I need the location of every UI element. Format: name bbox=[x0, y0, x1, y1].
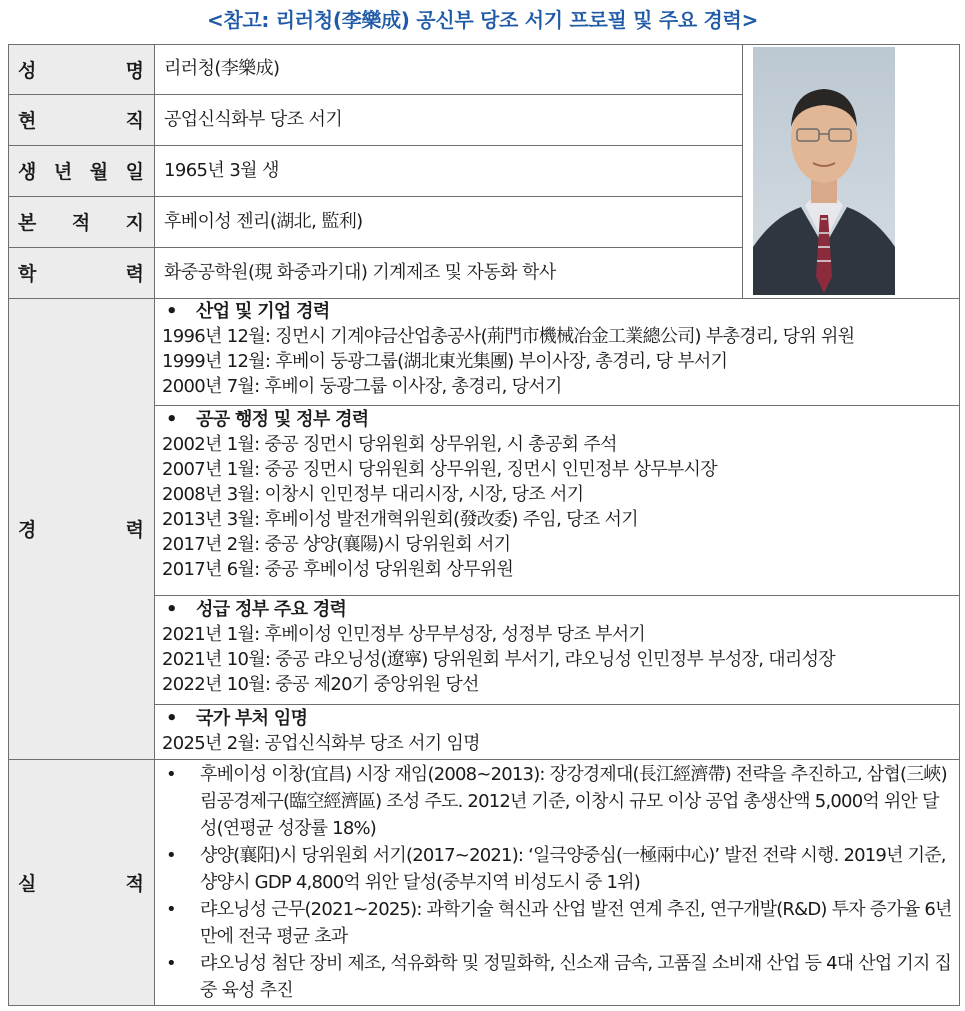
profile-table bbox=[8, 44, 960, 1006]
value-hometown: 후베이성 젠리(湖北, 監利) bbox=[164, 210, 363, 232]
career-section-national bbox=[154, 706, 965, 756]
table-divider bbox=[8, 145, 742, 146]
career-line: 1999년 12월: 후베이 둥광그룹(湖北東光集團) 부이사장, 총경리, 당 부서기 bbox=[162, 351, 728, 372]
career-line: 2021년 10월: 중공 랴오닝성(遼寧) 당위원회 부서기, 랴오닝성 인민정부 부성장, 대리성장 bbox=[162, 649, 835, 670]
value-birth: 1965년 3월 생 bbox=[164, 159, 279, 181]
achievement-item: • 랴오닝성 근무(2021~2025): 과학기술 혁신과 산업 발전 연계 추진, 연구개발(R&D) 투자 증가율 6년 만에 전국 평균 초과 bbox=[166, 899, 952, 947]
table-divider bbox=[154, 405, 960, 406]
career-line: 2013년 3월: 후베이성 발전개혁위원회(發改委) 주임, 당조 서기 bbox=[162, 509, 638, 530]
table-divider bbox=[8, 196, 742, 197]
portrait-photo bbox=[753, 47, 895, 295]
career-line: 2025년 2월: 공업신식화부 당조 서기 임명 bbox=[162, 733, 480, 754]
value-name: 리러청(李樂成) bbox=[164, 58, 280, 79]
table-divider bbox=[742, 44, 743, 298]
label-hometown: 본 적 지 bbox=[8, 196, 154, 247]
career-heading: • 성급 정부 주요 경력 bbox=[166, 599, 347, 620]
achievement-item: • 후베이성 이창(宜昌) 시장 재임(2008~2013): 장강경제대(長江經濟帶) 전략을 추진하고, 삼협(三峽) 림공경제구(臨空經濟區) 조성 주도. 2012년 기준, 이창시 규모 이상 공업 총생산액 5,000억 위안 달성(연평균 성장률 18%) bbox=[166, 764, 947, 839]
career-section-provincial bbox=[154, 597, 965, 697]
label-position: 현 직 bbox=[8, 94, 154, 145]
value-position: 공업신식화부 당조 서기 bbox=[164, 108, 343, 130]
label-achievements: 실 적 bbox=[8, 759, 154, 1006]
table-border bbox=[8, 44, 9, 1006]
career-line: 2017년 2월: 중공 샹양(襄陽)시 당위원회 서기 bbox=[162, 534, 511, 555]
achievement-item: • 샹양(襄阳)시 당위원회 서기(2017~2021): ‘일극양중심(一極兩中心)’ 발전 전략 시행. 2019년 기준, 샹양시 GDP 4,800억 위안 달성(중부지역 비성도시 중 1위) bbox=[166, 845, 946, 893]
career-heading: • 공공 행정 및 정부 경력 bbox=[166, 409, 369, 430]
career-section-industry bbox=[154, 299, 965, 399]
table-border bbox=[8, 44, 960, 45]
label-education: 학 력 bbox=[8, 247, 154, 298]
career-line: 1996년 12월: 징먼시 기계야금산업총공사(荊門市機械冶金工業總公司) 부총경리, 당위 위원 bbox=[162, 326, 855, 347]
career-line: 2002년 1월: 중공 징먼시 당위원회 상무위원, 시 총공회 주석 bbox=[162, 434, 617, 455]
career-line: 2000년 7월: 후베이 둥광그룹 이사장, 총경리, 당서기 bbox=[162, 376, 562, 397]
career-line: 2017년 6월: 중공 후베이성 당위원회 상무위원 bbox=[162, 559, 514, 580]
career-line: 2022년 10월: 중공 제20기 중앙위원 당선 bbox=[162, 674, 479, 695]
table-divider bbox=[154, 595, 960, 596]
table-border bbox=[8, 1005, 960, 1006]
career-line: 2007년 1월: 중공 징먼시 당위원회 상무위원, 징먼시 인민정부 상무부시장 bbox=[162, 459, 717, 480]
label-name: 성 명 bbox=[8, 44, 154, 94]
career-heading: • 국가 부처 임명 bbox=[166, 708, 308, 729]
achievements-list bbox=[154, 761, 960, 1004]
career-line: 2008년 3월: 이창시 인민정부 대리시장, 시장, 당조 서기 bbox=[162, 484, 584, 505]
label-career: 경 력 bbox=[8, 298, 154, 759]
label-birth: 생 년 월 일 bbox=[8, 145, 154, 196]
table-divider bbox=[8, 247, 742, 248]
table-divider bbox=[8, 94, 742, 95]
table-divider bbox=[154, 44, 155, 1006]
achievement-item: • 랴오닝성 첨단 장비 제조, 석유화학 및 정밀화학, 신소재 금속, 고품질 소비재 산업 등 4대 산업 기지 집중 육성 추진 bbox=[166, 953, 952, 1001]
table-divider bbox=[8, 298, 960, 299]
career-line: 2021년 1월: 후베이성 인민정부 상무부성장, 성정부 당조 부서기 bbox=[162, 624, 646, 645]
career-heading: • 산업 및 기업 경력 bbox=[166, 301, 330, 322]
value-education: 화중공학원(現 화중과기대) 기계제조 및 자동화 학사 bbox=[164, 261, 556, 283]
table-divider bbox=[154, 704, 960, 705]
page-title: <참고: 리러청(李樂成) 공신부 당조 서기 프로필 및 주요 경력> bbox=[206, 8, 759, 32]
table-border bbox=[959, 44, 960, 1006]
career-section-public bbox=[154, 407, 965, 582]
table-divider bbox=[8, 759, 960, 760]
